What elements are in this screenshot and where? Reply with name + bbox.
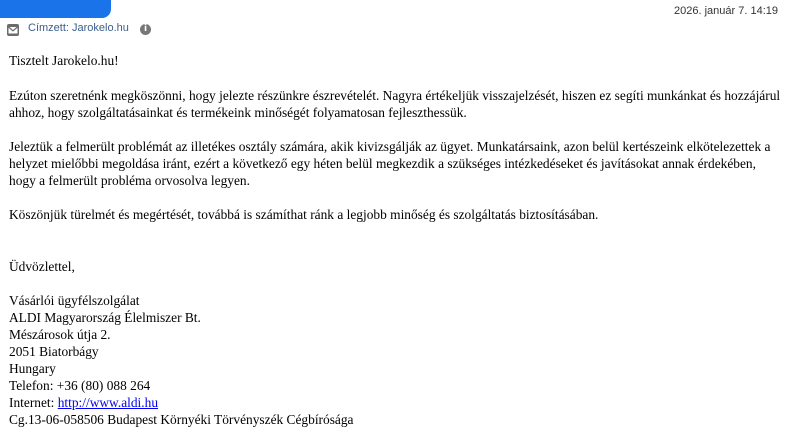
- paragraph-thanks: Ezúton szeretnénk megköszönni, hogy jelezte részünkre észrevételét. Nagyra értékeljük visszajelzését, hiszen ez segíti munkánkat és hozzájárul ahhoz, hogy szolgáltatásainkat és termékeink minőségét folyamatosan fejleszthessük.: [9, 88, 781, 120]
- recipient-label[interactable]: Címzett: Jarokelo.hu: [28, 22, 129, 34]
- signature-street: Mészárosok útja 2.: [9, 327, 111, 342]
- closing: Üdvözlettel,: [9, 259, 75, 274]
- internet-label: Internet:: [9, 395, 58, 410]
- envelope-icon: [7, 24, 19, 36]
- signature-dept: Vásárlói ügyfélszolgálat: [9, 293, 140, 308]
- greeting: Tisztelt Jarokelo.hu!: [9, 53, 119, 68]
- signature-registry: Cg.13-06-058506 Budapest Környéki Törvényszék Cégbírósága: [9, 412, 354, 427]
- signature-company: ALDI Magyarország Élelmiszer Bt.: [9, 310, 201, 325]
- signature-phone: Telefon: +36 (80) 088 264: [9, 378, 151, 393]
- message-body: [9, 52, 784, 428]
- message-header: [0, 5, 793, 39]
- info-icon[interactable]: i: [140, 24, 151, 35]
- website-link[interactable]: http://www.aldi.hu: [57, 395, 159, 410]
- signature-city: 2051 Biatorbágy: [9, 344, 99, 359]
- redacted-sender-block: [0, 0, 111, 18]
- signature-internet: [9, 394, 784, 411]
- paragraph-action: Jeleztük a felmerült problémát az illetékes osztály számára, akik kivizsgálják az ügyet. Munkatársaink, azon belül kertészeink elkötelezettek a helyzet mielőbbi megoldása iránt, ezért a következő egy héten belül megkezdik a szükséges intézkedéseket és javításokat annak érdekében, hogy a felmerült probléma orvosolva legyen.: [9, 139, 771, 188]
- paragraph-patience: Köszönjük türelmét és megértését, továbbá is számíthat ránk a legjobb minőség és szolgáltatás biztosításában.: [9, 207, 599, 222]
- signature-country: Hungary: [9, 361, 56, 376]
- message-date: 2026. január 7. 14:19: [674, 5, 778, 17]
